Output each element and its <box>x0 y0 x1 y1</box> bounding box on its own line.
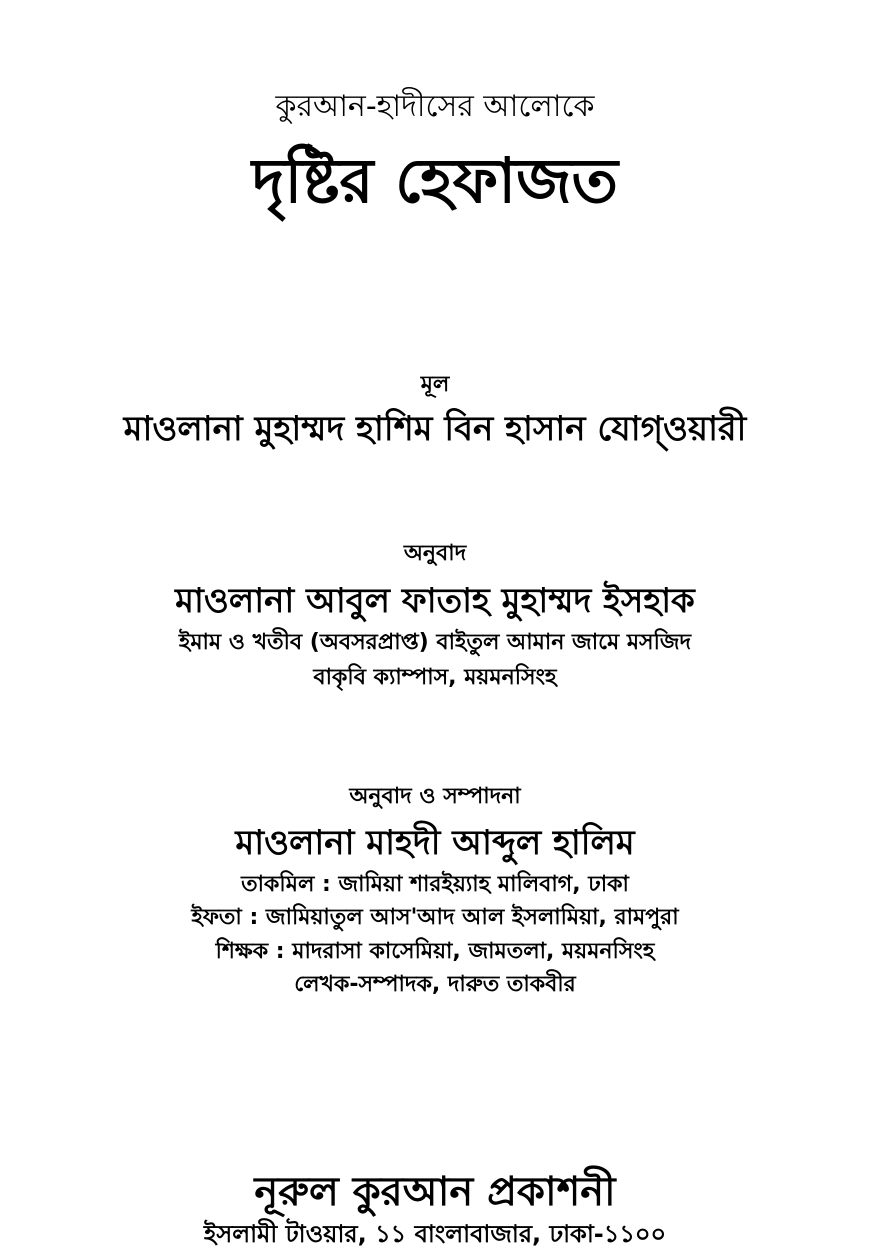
editor-detail-3: শিক্ষক : মাদরাসা কাসেমিয়া, জামতলা, ময়মনসিংহ <box>215 939 655 964</box>
book-subtitle: কুরআন-হাদীসের আলোকে <box>275 89 595 124</box>
publisher-address: ইসলামী টাওয়ার, ১১ বাংলাবাজার, ঢাকা-১১০০ <box>203 1220 667 1248</box>
translator-detail-1: ইমাম ও খতীব (অবসরপ্রাপ্ত) বাইতুল আমান জামে মসজিদ <box>178 630 692 655</box>
original-label: মূল <box>420 372 450 397</box>
editor-detail-2: ইফতা : জামিয়াতুল আস'আদ আল ইসলামিয়া, রামপুরা <box>191 905 679 930</box>
editor-detail-4: লেখক-সম্পাদক, দারুত তাকবীর <box>294 972 576 997</box>
translation-label: অনুবাদ <box>403 541 467 566</box>
editing-label: অনুবাদ ও সম্পাদনা <box>349 784 521 809</box>
translator-detail-2: বাকৃবি ক্যাম্পাস, ময়মনসিংহ <box>313 665 557 690</box>
publisher-name: নূরুল কুরআন প্রকাশনী <box>254 1169 616 1215</box>
book-title: দৃষ্টির হেফাজত <box>251 144 619 217</box>
original-author: মাওলানা মুহাম্মদ হাশিম বিন হাসান যোগ্ওয়ারী <box>123 409 747 449</box>
translator-name: মাওলানা আবুল ফাতাহ মুহাম্মদ ইসহাক <box>175 581 695 621</box>
editor-detail-1: তাকমিল : জামিয়া শারইয়্যাহ মালিবাগ, ঢাকা <box>241 872 629 897</box>
editor-name: মাওলানা মাহদী আব্দুল হালিম <box>235 823 635 863</box>
